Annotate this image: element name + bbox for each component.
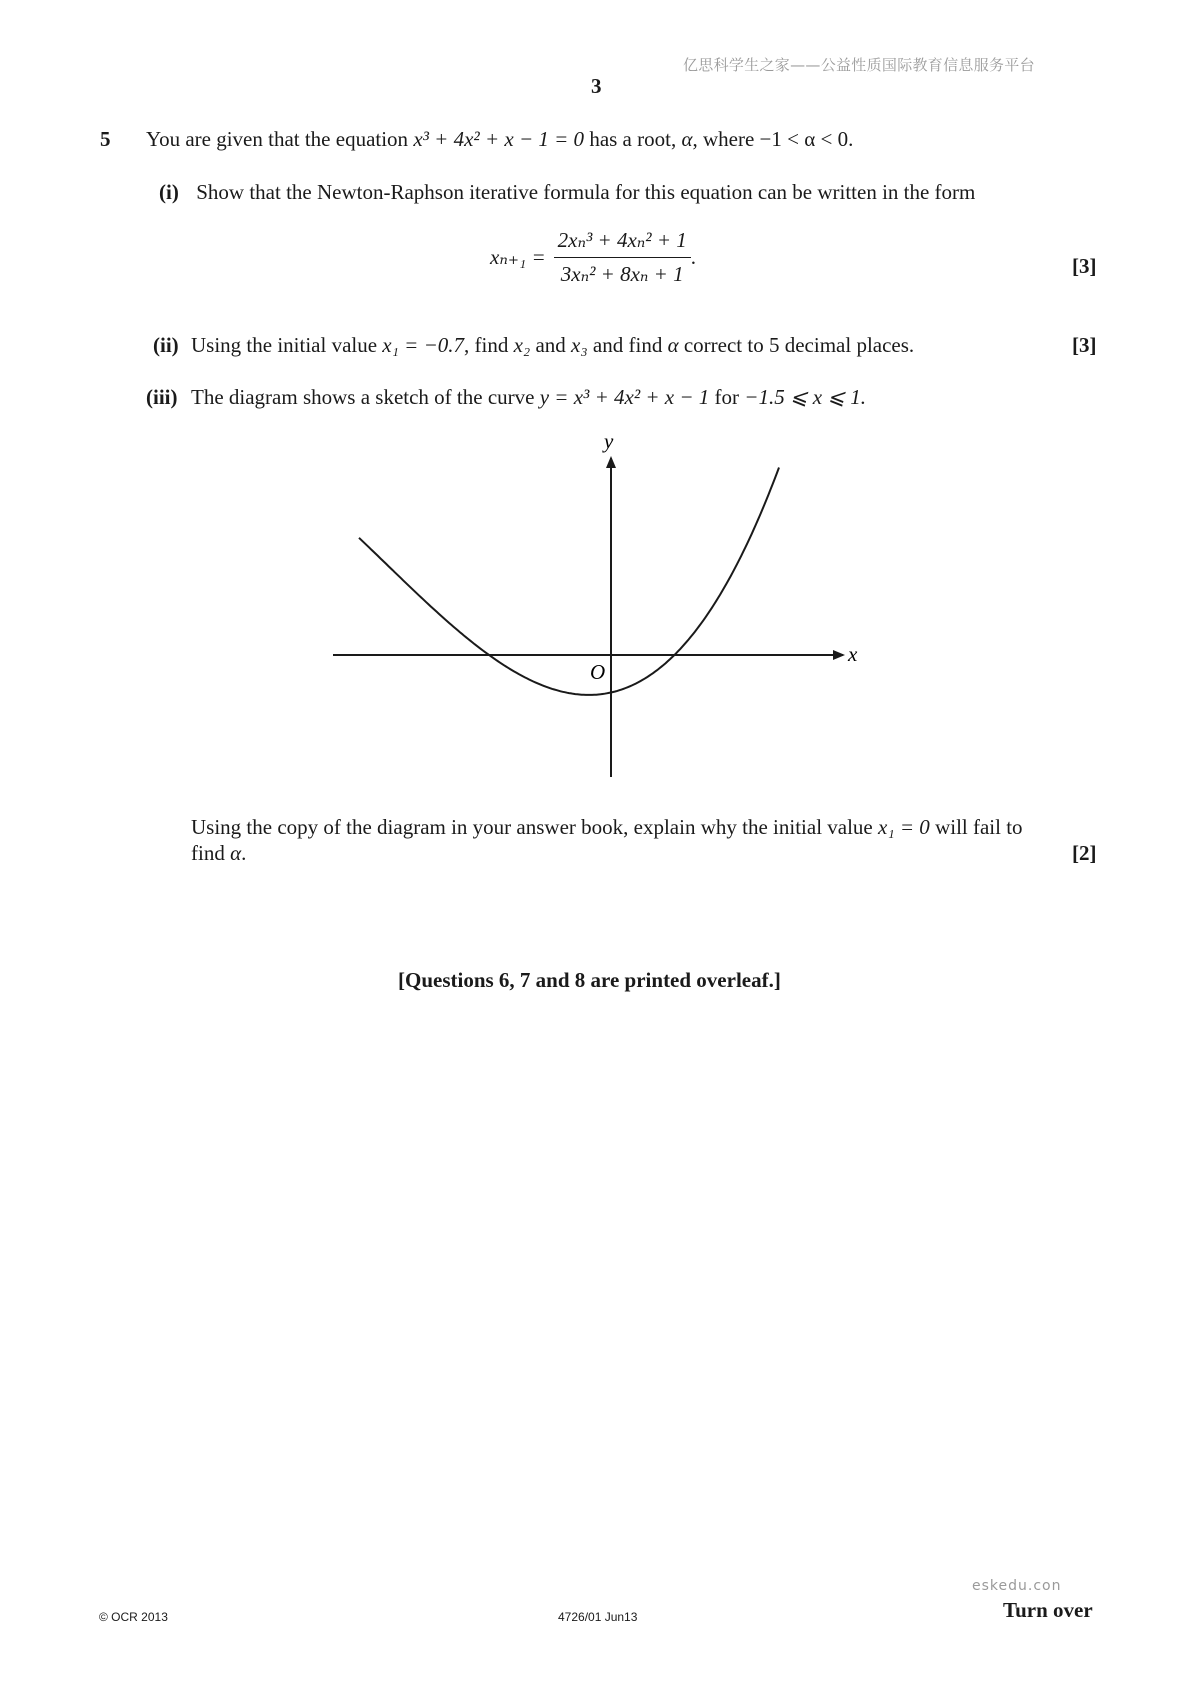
cubic-curve: [359, 468, 779, 695]
y-axis-label: y: [604, 429, 614, 453]
marks-part-ii: [3]: [1072, 333, 1097, 357]
part-label: (i): [159, 180, 179, 204]
x-axis-label: x: [848, 642, 858, 666]
formula-denominator: 3xₙ² + 8xₙ + 1: [560, 262, 684, 286]
watermark-bottom: eskedu.con: [972, 1578, 1062, 1594]
newton-raphson-formula: xₙ₊₁ = $\frac{\text{2xₙ³ + 4xₙ² + 1}}{\text{3xₙ² + 8xₙ + 1}}$ .: [490, 228, 696, 286]
formula-numerator: 2xₙ³ + 4xₙ² + 1: [554, 228, 691, 258]
part-label: (iii): [146, 385, 178, 409]
intro-equation: x³ + 4x² + x − 1 = 0: [413, 127, 585, 151]
part-iii-explanation-line2: find α.: [191, 841, 247, 865]
part-iii: (iii) The diagram shows a sketch of the curve y = x³ + 4x² + x − 1 for −1.5 ⩽ x ⩽ 1.: [146, 385, 866, 409]
footer-copyright: © OCR 2013: [99, 1610, 168, 1624]
origin-label: O: [590, 660, 606, 684]
part-ii: (ii) Using the initial value x₁ = −0.7, find x₂ and x₃ and find α correct to 5 decimal places.: [153, 333, 915, 357]
question-number: 5: [100, 127, 111, 151]
curve-diagram: [0, 0, 1191, 800]
overleaf-note: [Questions 6, 7 and 8 are printed overleaf.]: [398, 968, 781, 992]
marks-part-i: [3]: [1072, 254, 1097, 278]
turn-over: Turn over: [1003, 1598, 1093, 1622]
page-number: 3: [591, 74, 602, 98]
marks-part-iii: [2]: [1072, 841, 1097, 865]
question-intro: You are given that the equation x³ + 4x² + x − 1 = 0 has a root, α, where −1 < α < 0.: [146, 127, 854, 151]
formula-lhs: xₙ₊₁ =: [490, 245, 546, 269]
part-label: (ii): [153, 333, 179, 357]
part-iii-explanation-line1: Using the copy of the diagram in your answer book, explain why the initial value x₁ = 0 will fail to: [191, 815, 1023, 839]
part-i-text: Show that the Newton-Raphson iterative formula for this equation can be written in the form: [196, 180, 976, 204]
footer-paper-code: 4726/01 Jun13: [558, 1610, 638, 1624]
watermark-top: 亿思科学生之家——公益性质国际教育信息服务平台: [683, 56, 1035, 74]
